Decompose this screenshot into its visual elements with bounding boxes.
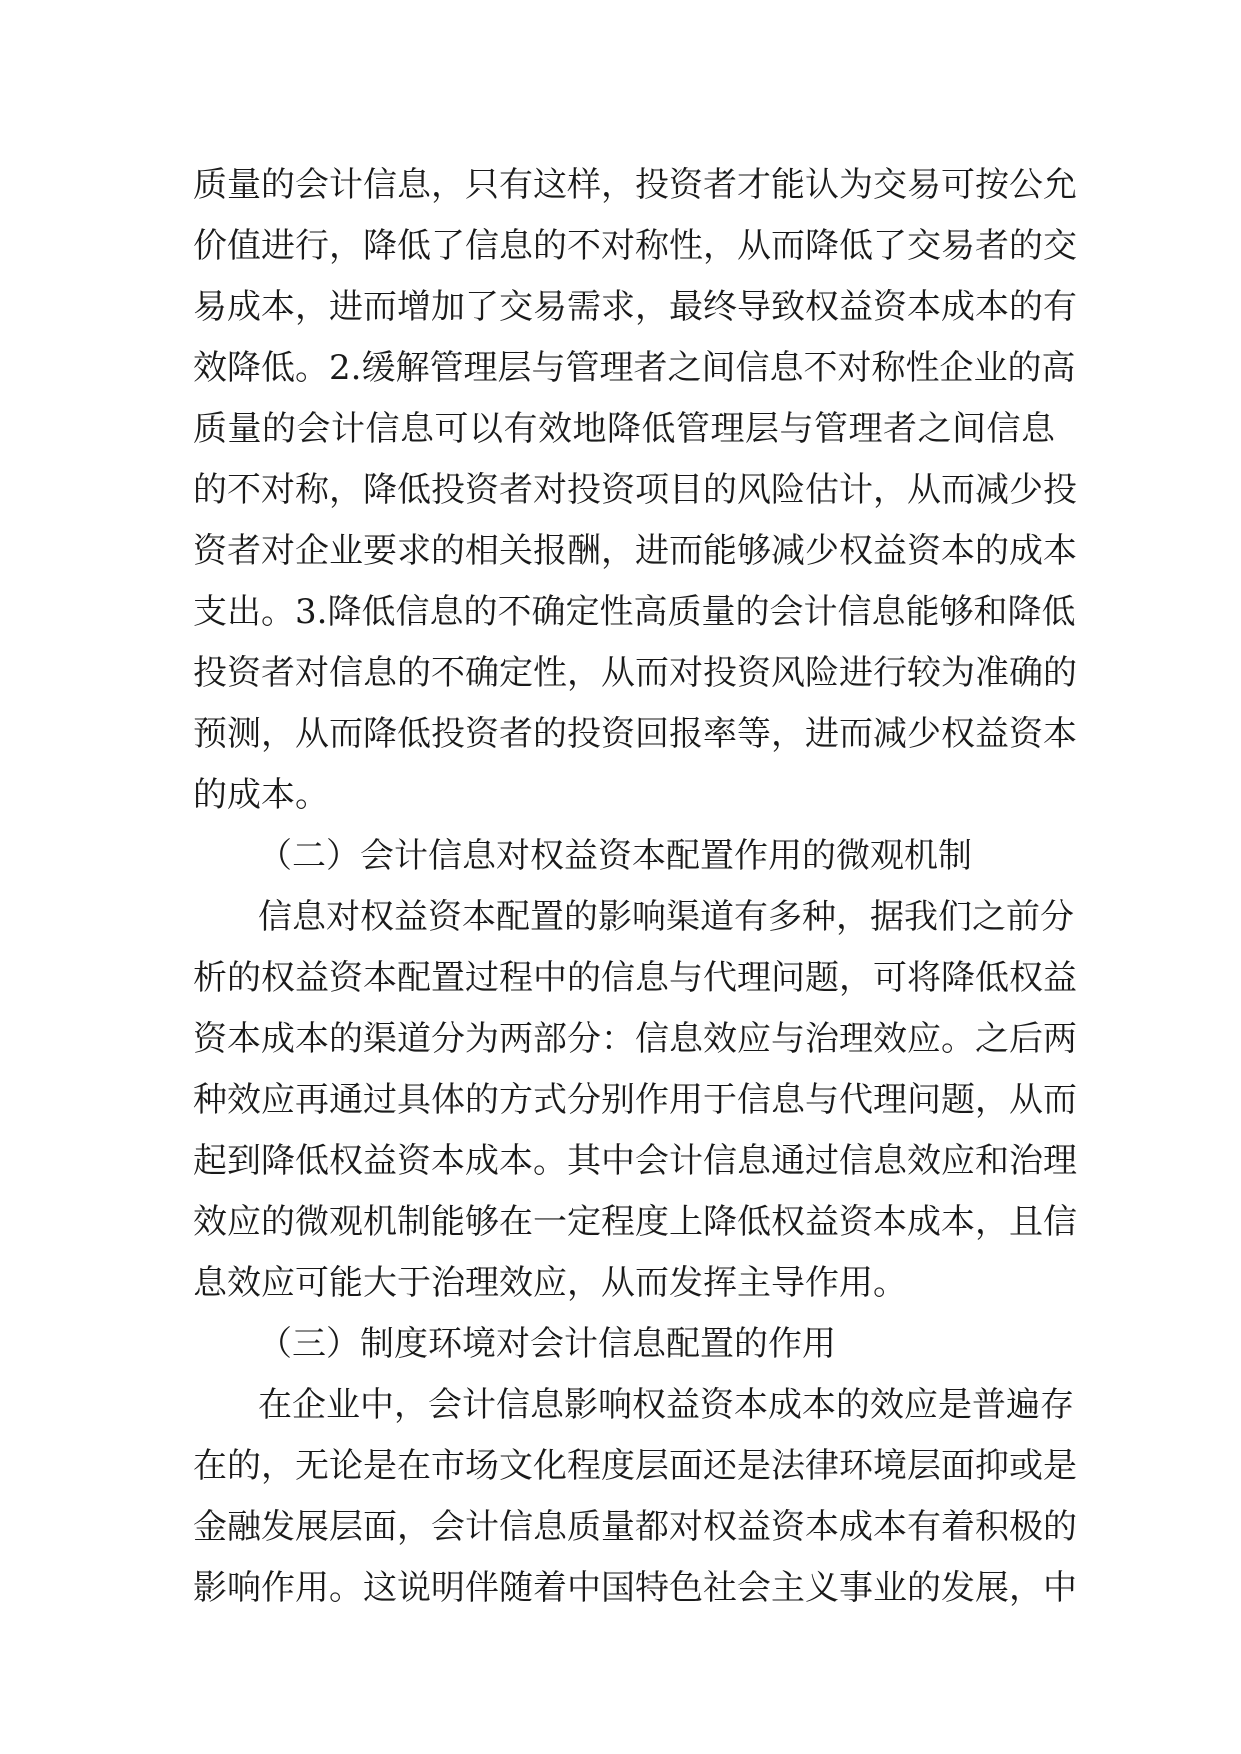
text-line: 预测，从而降低投资者的投资回报率等，进而减少权益资本 — [193, 714, 1077, 754]
text-line: 资本成本的渠道分为两部分：信息效应与治理效应。之后两 — [193, 1019, 1077, 1059]
text-line: 投资者对信息的不确定性，从而对投资风险进行较为准确的 — [193, 653, 1077, 693]
text-line: 资者对企业要求的相关报酬，进而能够减少权益资本的成本 — [193, 531, 1077, 571]
text-line: 析的权益资本配置过程中的信息与代理问题，可将降低权益 — [193, 958, 1077, 998]
text-line: 种效应再通过具体的方式分别作用于信息与代理问题，从而 — [193, 1080, 1077, 1120]
section-heading: （二）会计信息对权益资本配置作用的微观机制 — [258, 836, 972, 876]
text-line: 价值进行，降低了信息的不对称性，从而降低了交易者的交 — [193, 226, 1077, 266]
text-line: 在企业中，会计信息影响权益资本成本的效应是普遍存 — [258, 1385, 1074, 1425]
text-line: 支出。3.降低信息的不确定性高质量的会计信息能够和降低 — [193, 592, 1076, 632]
text-line: 息效应可能大于治理效应，从而发挥主导作用。 — [193, 1263, 907, 1303]
text-line: 在的，无论是在市场文化程度层面还是法律环境层面抑或是 — [193, 1446, 1077, 1486]
text-line: 效应的微观机制能够在一定程度上降低权益资本成本，且信 — [193, 1202, 1077, 1242]
text-line: 质量的会计信息可以有效地降低管理层与管理者之间信息 — [193, 409, 1055, 449]
text-line: 信息对权益资本配置的影响渠道有多种，据我们之前分 — [258, 897, 1074, 937]
section-heading: （三）制度环境对会计信息配置的作用 — [258, 1324, 836, 1364]
text-line: 的成本。 — [193, 775, 329, 815]
text-line: 起到降低权益资本成本。其中会计信息通过信息效应和治理 — [193, 1141, 1077, 1181]
text-line: 的不对称，降低投资者对投资项目的风险估计，从而减少投 — [193, 470, 1077, 510]
text-line: 易成本，进而增加了交易需求，最终导致权益资本成本的有 — [193, 287, 1077, 327]
text-line: 影响作用。这说明伴随着中国特色社会主义事业的发展，中 — [193, 1568, 1077, 1608]
text-line: 效降低。2.缓解管理层与管理者之间信息不对称性企业的高 — [193, 348, 1076, 388]
text-line: 质量的会计信息，只有这样，投资者才能认为交易可按公允 — [193, 165, 1077, 205]
text-line: 金融发展层面，会计信息质量都对权益资本成本有着积极的 — [193, 1507, 1077, 1547]
